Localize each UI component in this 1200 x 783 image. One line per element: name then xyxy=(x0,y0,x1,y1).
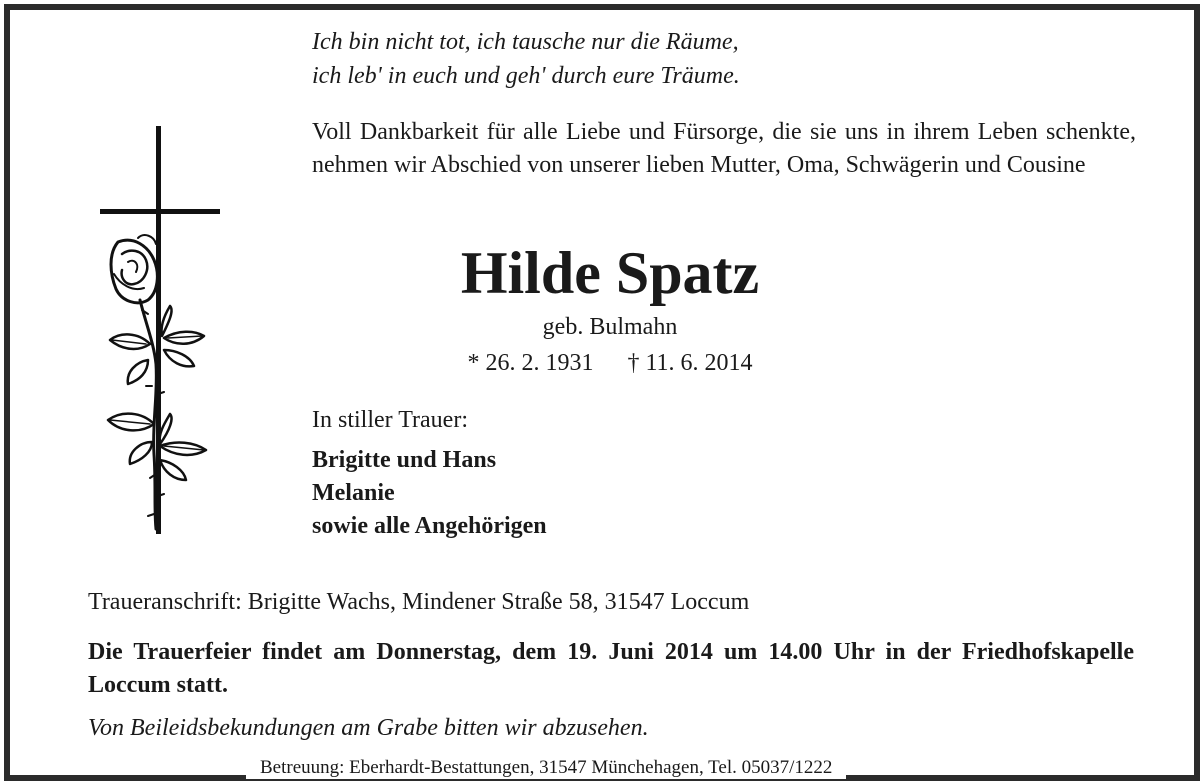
deceased-name: Hilde Spatz xyxy=(460,240,760,306)
mourner-name: Brigitte und Hans xyxy=(312,447,497,473)
quote-line-2: ich leb' in euch und geh' durch eure Träume. xyxy=(312,63,740,89)
mourning-address: Traueranschrift: Brigitte Wachs, Mindener Straße 58, 31547 Loccum xyxy=(88,589,750,615)
mourner-name: sowie alle Angehörigen xyxy=(312,513,547,539)
life-dates xyxy=(0,348,1200,378)
ceremony-notice: Die Trauerfeier findet am Donnerstag, dem 19. Juni 2014 um 14.00 Uhr in der Friedhofskapelle Loccum statt. xyxy=(88,639,1134,698)
mourner-name: Melanie xyxy=(312,480,395,506)
intro-text: Voll Dankbarkeit für alle Liebe und Fürsorge, die sie uns in ihrem Leben schenkte, nehmen wir Abschied von unserer lieben Mutter, Oma, Schwägerin und Cousine xyxy=(312,119,1136,178)
footer-credit: Betreuung: Eberhardt-Bestattungen, 31547 Münchehagen, Tel. 05037/1222 xyxy=(246,757,846,779)
quote-line-1: Ich bin nicht tot, ich tausche nur die Räume, xyxy=(312,29,739,55)
mourners-heading: In stiller Trauer: xyxy=(312,407,468,433)
birth-date: * 26. 2. 1931 xyxy=(467,350,594,376)
birth-name: geb. Bulmahn xyxy=(542,314,678,340)
death-date: † 11. 6. 2014 xyxy=(627,350,753,376)
condolence-note: Von Beileidsbekundungen am Grabe bitten wir abzusehen. xyxy=(88,715,649,741)
